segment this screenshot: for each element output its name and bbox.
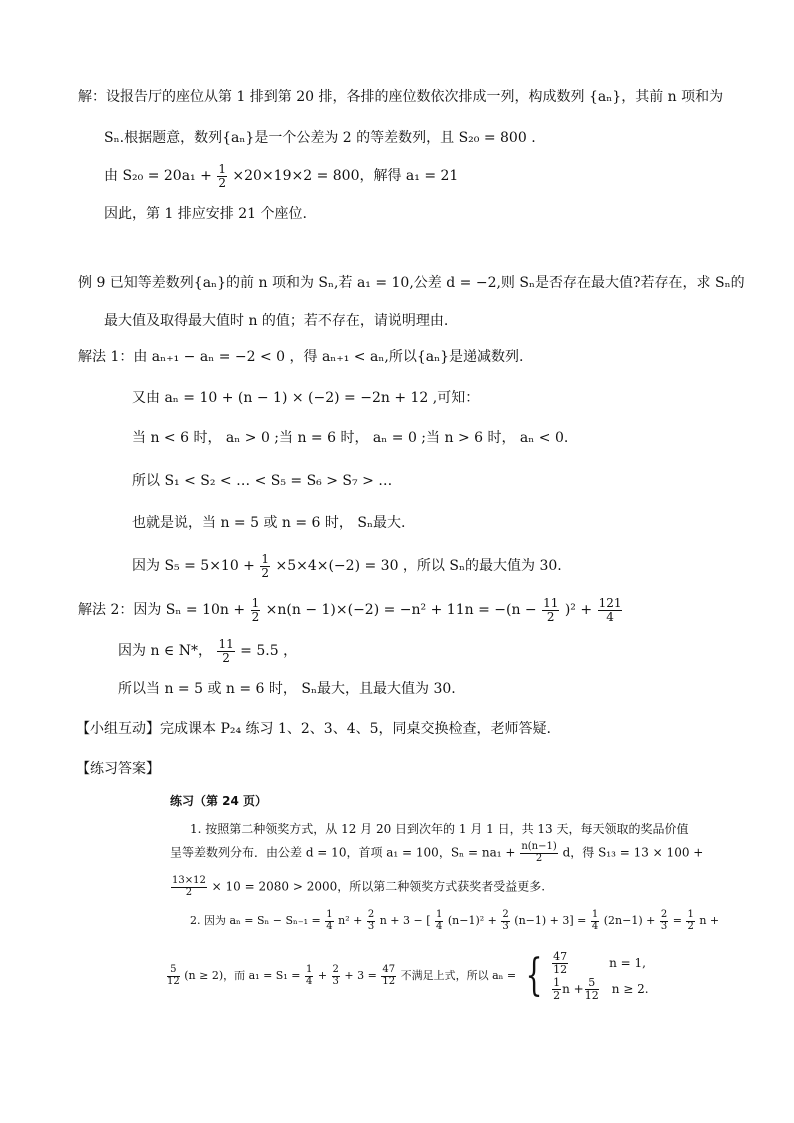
numerator: 1: [326, 909, 333, 920]
solution-line-2: Sₙ.根据题意，数列{aₙ}是一个公差为 2 的等差数列，且 S₂₀ = 800 .: [104, 130, 536, 146]
numerator: 2: [332, 964, 339, 975]
denominator: 2: [218, 175, 226, 190]
denominator: 2: [251, 609, 260, 624]
numerator: 1: [553, 975, 561, 989]
text-segment: ×20×19×2 = 800，解得 a₁ = 21: [232, 168, 459, 185]
method-1-line-1: 解法 1：由 aₙ₊₁ − aₙ = −2 < 0 ，得 aₙ₊₁ < aₙ,所以{aₙ}是递减数列.: [78, 349, 524, 365]
fraction: [435, 910, 443, 932]
denominator: 2: [553, 988, 561, 1002]
text-segment: n² +: [338, 914, 363, 927]
fraction: [552, 951, 568, 975]
denominator: 3: [332, 975, 339, 987]
numerator: 1: [261, 552, 270, 566]
denominator: 12: [167, 975, 180, 987]
fraction: [591, 910, 599, 932]
text-segment: (n−1) + 3] =: [514, 914, 587, 927]
text-segment: ×5×4×(−2) = 30 ，所以 Sₙ的最大值为 30.: [275, 558, 562, 575]
text-segment: ×n(n − 1)×(−2) = −n² + 11n = −(n −: [265, 602, 537, 619]
fraction: [217, 638, 234, 664]
method-2-line-1: [78, 597, 623, 623]
denominator: 4: [606, 609, 614, 624]
denominator: 2: [687, 920, 694, 932]
numerator: n(n−1): [521, 841, 557, 852]
denominator: 4: [305, 975, 313, 987]
text-segment: 呈等差数列分布．由公差 d = 10，首项 a₁ = 100，Sₙ = na₁ +: [170, 845, 516, 860]
denominator: 3: [502, 920, 509, 932]
text-segment: 不满足上式，所以 aₙ =: [400, 969, 517, 982]
numerator: 2: [660, 909, 668, 920]
denominator: 4: [436, 920, 443, 932]
numerator: 2: [502, 909, 509, 920]
fraction: [260, 553, 270, 579]
method-1-line-4: 所以 S₁ < S₂ < … < S₅ = S₆ > S₇ > …: [132, 473, 393, 489]
inset-title: 练习（第 24 页）: [170, 794, 268, 808]
denominator: 4: [591, 920, 599, 932]
numerator: 1: [687, 909, 694, 920]
case-1: [551, 950, 648, 976]
numerator: 1: [591, 909, 599, 920]
denominator: 2: [546, 609, 555, 624]
fraction: [501, 910, 509, 932]
denominator: 3: [367, 920, 375, 932]
text-segment: 由 S₂₀ = 20a₁ +: [104, 168, 212, 185]
numerator: 13×12: [172, 875, 206, 886]
numerator: 121: [598, 596, 622, 610]
text-segment: )² +: [564, 602, 593, 619]
text-segment: × 10 = 2080 > 2000，所以第二种领奖方式获奖者受益更多.: [211, 879, 546, 894]
text-segment: n +: [699, 914, 720, 927]
text-segment: =: [672, 914, 682, 927]
denominator: 2: [185, 886, 193, 898]
text-segment: (n ≥ 2)，而 a₁ = S₁ =: [184, 969, 301, 982]
fraction: [585, 977, 599, 1001]
fraction: [305, 965, 313, 987]
denominator: 3: [660, 920, 668, 932]
inset-p2-line-2: [166, 950, 649, 1002]
inset-p1-line-1: 1. 按照第二种领奖方式，从 12 月 20 日到次年的 1 月 1 日，共 13 天，每天领取的奖品价值: [190, 822, 689, 836]
case-2-condition: n ≥ 2.: [611, 982, 649, 996]
solution-line-1: 解：设报告厅的座位从第 1 排到第 20 排，各排的座位数依次排成一列，构成数列 {aₙ}，其前 n 项和为: [78, 89, 724, 105]
text-segment: d，得 S₁₃ = 13 × 100 +: [562, 845, 704, 860]
text-segment: n +: [562, 982, 584, 996]
numerator: 5: [167, 965, 180, 977]
numerator: 11: [543, 596, 559, 610]
fraction: [171, 876, 207, 898]
answers-heading: 【练习答案】: [76, 761, 160, 777]
method-1-line-5: 也就是说，当 n = 5 或 n = 6 时， Sₙ最大.: [132, 515, 406, 531]
text-segment: 解法 2：因为 Sₙ = 10n +: [78, 602, 246, 619]
text-segment: n + 3 − [: [379, 914, 431, 927]
group-activity: 【小组互动】完成课本 P₂₄ 练习 1、2、3、4、5，同桌交换检查，老师答疑.: [76, 721, 551, 737]
example-9-line-2: 最大值及取得最大值时 n 的值；若不存在，请说明理由.: [104, 313, 449, 329]
piecewise-cases: [551, 950, 648, 1002]
fraction: [367, 910, 375, 932]
denominator: 4: [326, 920, 333, 932]
fraction: [332, 965, 340, 987]
fraction: [381, 965, 396, 987]
case-1-condition: n = 1,: [609, 956, 646, 970]
numerator: 2: [367, 909, 375, 920]
fraction: [686, 910, 694, 932]
example-9-line-1: 例 9 已知等差数列{aₙ}的前 n 项和为 Sₙ,若 a₁ = 10,公差 d = −2,则 Sₙ是否存在最大值?若存在，求 Sₙ的: [78, 275, 745, 291]
fraction: [167, 965, 180, 987]
numerator: 11: [218, 637, 234, 651]
case-2: [551, 976, 648, 1002]
denominator: 12: [584, 988, 599, 1002]
method-2-line-2: [118, 638, 297, 664]
fraction: [542, 597, 559, 623]
numerator: 47: [382, 964, 396, 975]
inset-p1-line-3: [170, 876, 545, 898]
fraction: [660, 910, 668, 932]
text-segment: 因为 n ∈ N*，: [118, 643, 212, 660]
denominator: 12: [382, 975, 396, 987]
inset-p2-line-1: [190, 910, 719, 932]
method-1-line-2: 又由 aₙ = 10 + (n − 1) × (−2) = −2n + 12 ,可知：: [132, 390, 480, 406]
fraction: [325, 910, 333, 932]
text-segment: = 5.5 ，: [240, 643, 298, 660]
inset-p1-line-2: [170, 842, 703, 864]
text-segment: (n−1)² +: [447, 914, 497, 927]
text-segment: 因为 S₅ = 5×10 +: [132, 558, 255, 575]
fraction: [251, 597, 261, 623]
fraction: [598, 597, 623, 623]
method-2-line-3: 所以当 n = 5 或 n = 6 时， Sₙ最大，且最大值为 30.: [118, 681, 456, 697]
text-segment: 2. 因为 aₙ = Sₙ − Sₙ₋₁ =: [190, 914, 321, 927]
method-1-line-6: [132, 553, 562, 579]
denominator: 2: [222, 650, 230, 665]
exercise-answers-inset: [150, 790, 720, 1005]
denominator: 12: [553, 962, 568, 976]
text-segment: +: [317, 969, 328, 982]
denominator: 2: [261, 565, 270, 580]
text-segment: + 3 =: [344, 969, 377, 982]
text-segment: (2n−1) +: [603, 914, 656, 927]
numerator: 5: [585, 977, 599, 990]
numerator: 1: [305, 964, 313, 975]
numerator: 1: [251, 596, 260, 610]
method-1-line-3: 当 n < 6 时， aₙ > 0 ;当 n = 6 时， aₙ = 0 ;当 n > 6 时， aₙ < 0.: [132, 430, 569, 446]
fraction: [552, 977, 561, 1001]
left-brace: {: [525, 950, 543, 1001]
fraction: [217, 163, 227, 189]
numerator: 1: [218, 162, 226, 176]
numerator: 47: [553, 949, 568, 963]
fraction: [520, 842, 557, 864]
solution-line-4: 因此，第 1 排应安排 21 个座位.: [104, 206, 307, 222]
denominator: 2: [535, 852, 543, 864]
numerator: 1: [436, 909, 443, 920]
solution-line-3: [104, 163, 458, 189]
